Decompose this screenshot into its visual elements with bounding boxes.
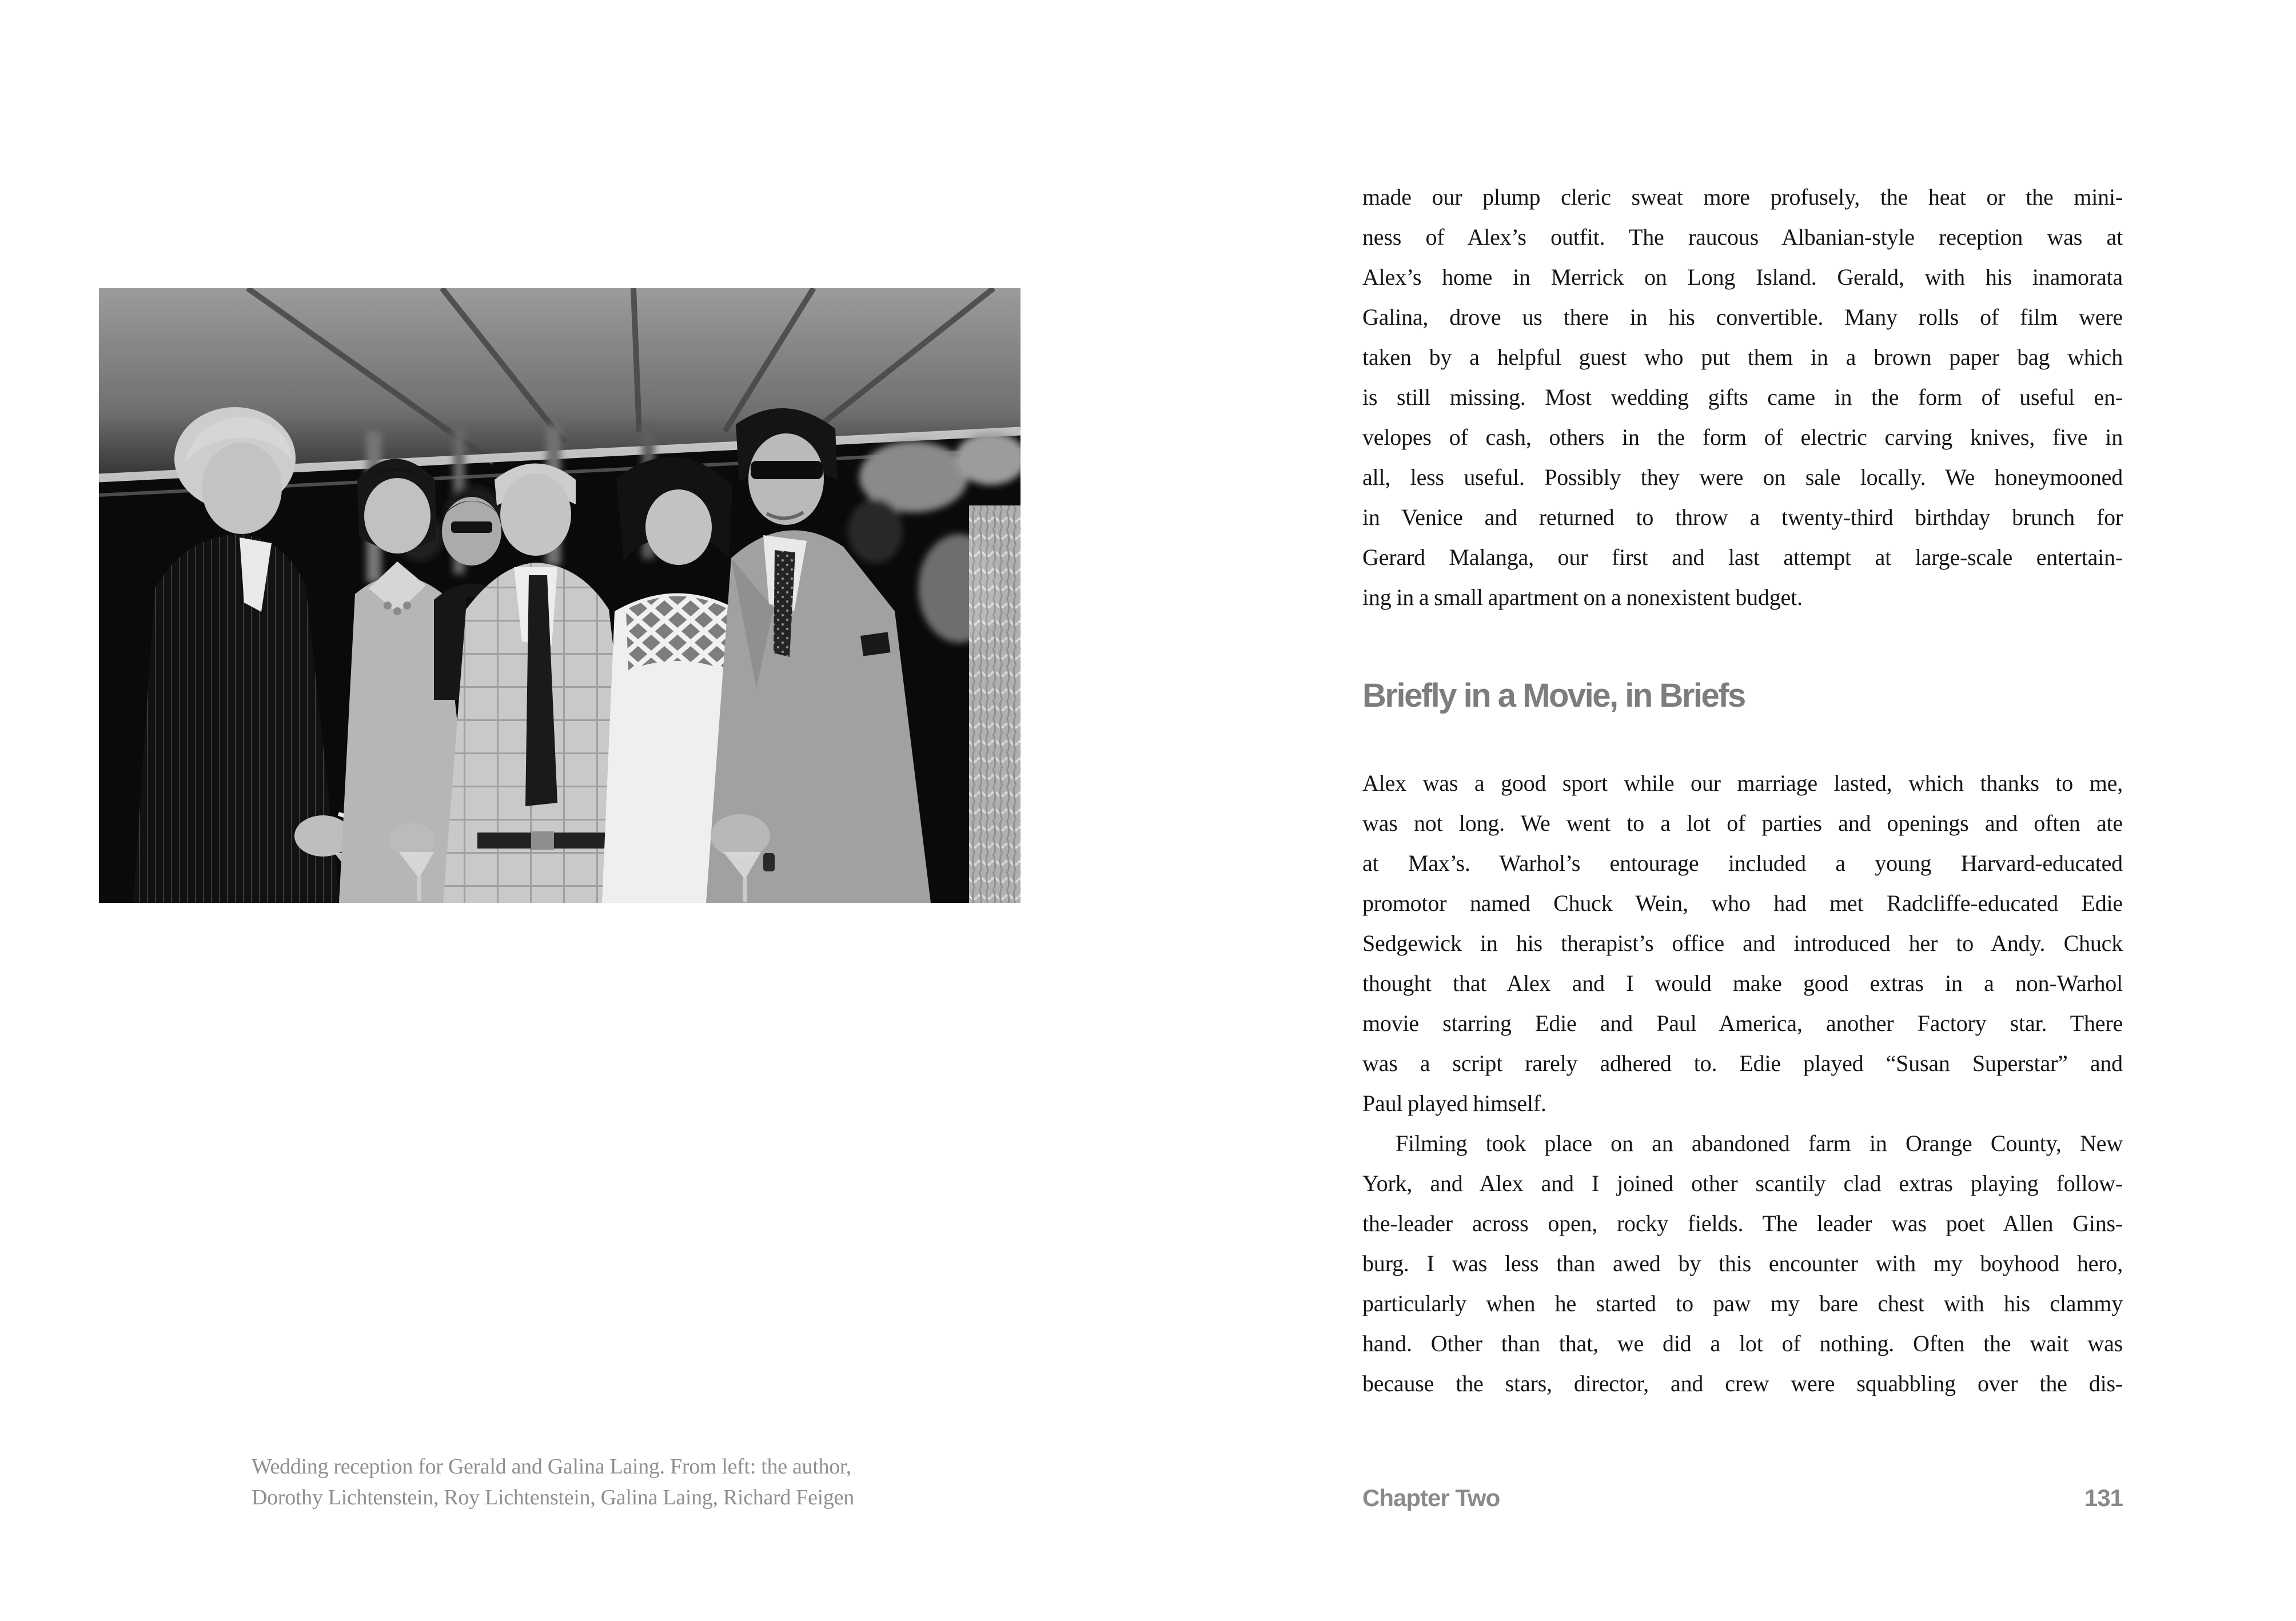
text-line: ness of Alex’s outfit. The raucous Albanian-style reception was at [1362,224,2123,250]
text-line: is still missing. Most wedding gifts came in the form of useful en- [1362,384,2123,410]
text-line: because the stars, director, and crew were squabbling over the dis- [1362,1371,2123,1396]
running-footer-chapter: Chapter Two [1362,1484,1500,1511]
page-number: 131 [2084,1484,2123,1511]
text-line: velopes of cash, others in the form of electric carving knives, five in [1362,424,2123,450]
text-line: particularly when he started to paw my bare chest with his clammy [1362,1291,2123,1316]
text-line: Alex’s home in Merrick on Long Island. Gerald, with his inamorata [1362,264,2123,290]
text-line: York, and Alex and I joined other scantily clad extras playing follow- [1362,1170,2123,1196]
text-line: movie starring Edie and Paul America, another Factory star. There [1362,1010,2123,1036]
wedding-photo-illustration [99,288,1021,903]
section-heading: Briefly in a Movie, in Briefs [1362,677,1745,714]
text-line: Dorothy Lichtenstein, Roy Lichtenstein, Galina Laing, Richard Feigen [252,1485,854,1510]
text-line: made our plump cleric sweat more profusely, the heat or the mini- [1362,184,2123,210]
text-line: burg. I was less than awed by this encounter with my boyhood hero, [1362,1250,2123,1276]
body-paragraph-1 [1362,177,2123,618]
text-line: was a script rarely adhered to. Edie played “Susan Superstar” and [1362,1050,2123,1076]
body-paragraph-3 [1362,1124,2123,1404]
text-line: ing in a small apartment on a nonexistent budget. [1362,584,1803,610]
text-line: hand. Other than that, we did a lot of nothing. Often the wait was [1362,1331,2123,1356]
text-line: Filming took place on an abandoned farm in Orange County, New [1396,1130,2123,1156]
text-line: all, less useful. Possibly they were on sale locally. We honeymooned [1362,464,2123,490]
wedding-reception-photo [99,288,1021,903]
text-line: Galina, drove us there in his convertible. Many rolls of film were [1362,304,2123,330]
text-line: Wedding reception for Gerald and Galina Laing. From left: the author, [252,1455,851,1479]
text-line: Gerard Malanga, our first and last attempt at large-scale entertain- [1362,544,2123,570]
lace-curtain [969,505,1021,903]
text-line: at Max’s. Warhol’s entourage included a young Harvard-educated [1362,850,2123,876]
body-paragraph-2 [1362,763,2123,1124]
text-line: Alex was a good sport while our marriage lasted, which thanks to me, [1362,770,2123,796]
text-line: in Venice and returned to throw a twenty-third birthday brunch for [1362,504,2123,530]
text-line: promotor named Chuck Wein, who had met Radcliffe-educated Edie [1362,890,2123,916]
text-line: Sedgewick in his therapist’s office and introduced her to Andy. Chuck [1362,930,2123,956]
text-line: the-leader across open, rocky fields. The leader was poet Allen Gins- [1362,1210,2123,1236]
text-line: was not long. We went to a lot of parties and openings and often ate [1362,810,2123,836]
text-line: taken by a helpful guest who put them in a brown paper bag which [1362,344,2123,370]
text-line: Paul played himself. [1362,1090,1546,1116]
photo-caption [252,1451,938,1513]
text-line: thought that Alex and I would make good extras in a non-Warhol [1362,970,2123,996]
